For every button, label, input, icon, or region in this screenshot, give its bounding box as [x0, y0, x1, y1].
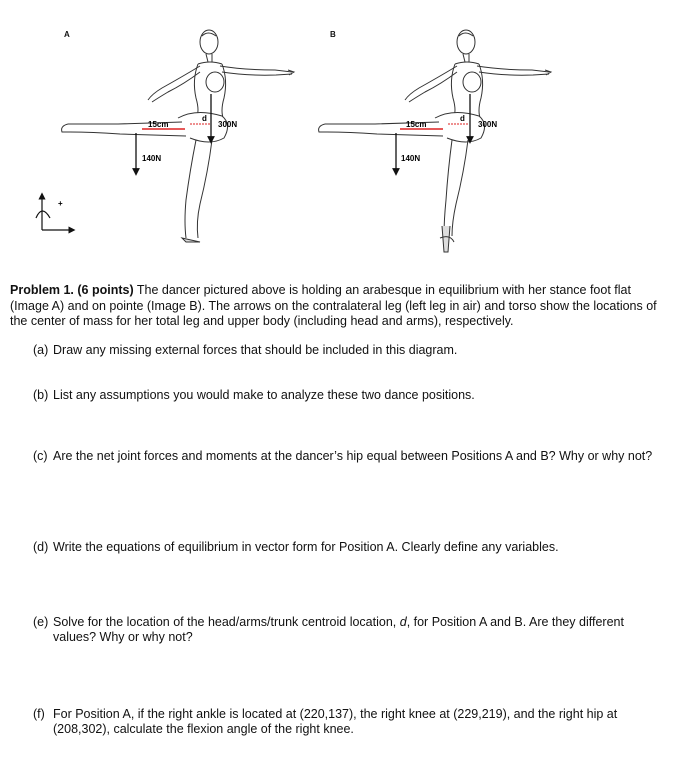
- dancer-b: [319, 30, 551, 252]
- figure-label-a: A: [64, 30, 70, 39]
- leg-force-label-a: 140N: [142, 154, 162, 163]
- d-label-b: d: [460, 114, 465, 123]
- question-d: [33, 540, 663, 555]
- question-b: [33, 388, 663, 403]
- question-label: (c): [33, 449, 48, 463]
- question-label: (e): [33, 615, 49, 629]
- sign-convention-icon: [36, 196, 72, 230]
- problem-body: The dancer pictured above is holding an arabesque in equilibrium with her stance foot flat (Image A) and on pointe (Image B). The arrows on the contralateral leg (left leg in air) and torso show the locations of the center of mass for her total leg and upper body (including head and arms), respectively.: [10, 283, 657, 328]
- question-text: Draw any missing external forces that should be included in this diagram.: [53, 343, 458, 357]
- question-text: Are the net joint forces and moments at the dancer’s hip equal between Positions A and B? Why or why not?: [53, 449, 653, 463]
- problem-statement: [10, 283, 660, 330]
- problem-heading: Problem 1. (6 points): [10, 283, 134, 297]
- question-e: [33, 615, 663, 645]
- question-text: For Position A, if the right ankle is located at (220,137), the right knee at (229,219), and the right hip at (208,302), calculate the flexion angle of the right knee.: [53, 707, 618, 736]
- d-label-a: d: [202, 114, 207, 123]
- question-variable: d: [399, 615, 407, 629]
- dist-label-a: 15cm: [148, 120, 169, 129]
- dancer-figure: [0, 0, 675, 268]
- question-label: (a): [33, 343, 49, 357]
- question-label: (d): [33, 540, 49, 554]
- upper-force-label-b: 300N: [478, 120, 498, 129]
- question-text: [33, 615, 663, 645]
- question-label: (b): [33, 388, 49, 402]
- question-c: [33, 449, 663, 464]
- sign-plus-label: +: [58, 199, 63, 208]
- dancer-a: [62, 30, 294, 242]
- question-text-post: , for Position A and B. Are they different values? Why or why not?: [53, 615, 624, 644]
- question-text: List any assumptions you would make to analyze these two dance positions.: [53, 388, 475, 402]
- dist-label-b: 15cm: [406, 120, 427, 129]
- leg-force-label-b: 140N: [401, 154, 421, 163]
- question-text-pre: Solve for the location of the head/arms/trunk centroid location,: [53, 615, 400, 629]
- question-f: [33, 707, 663, 737]
- question-text: Write the equations of equilibrium in vector form for Position A. Clearly define any variables.: [53, 540, 559, 554]
- upper-force-label-a: 300N: [218, 120, 238, 129]
- question-label: (f): [33, 707, 45, 721]
- figure-label-b: B: [330, 30, 336, 39]
- question-a: [33, 343, 663, 358]
